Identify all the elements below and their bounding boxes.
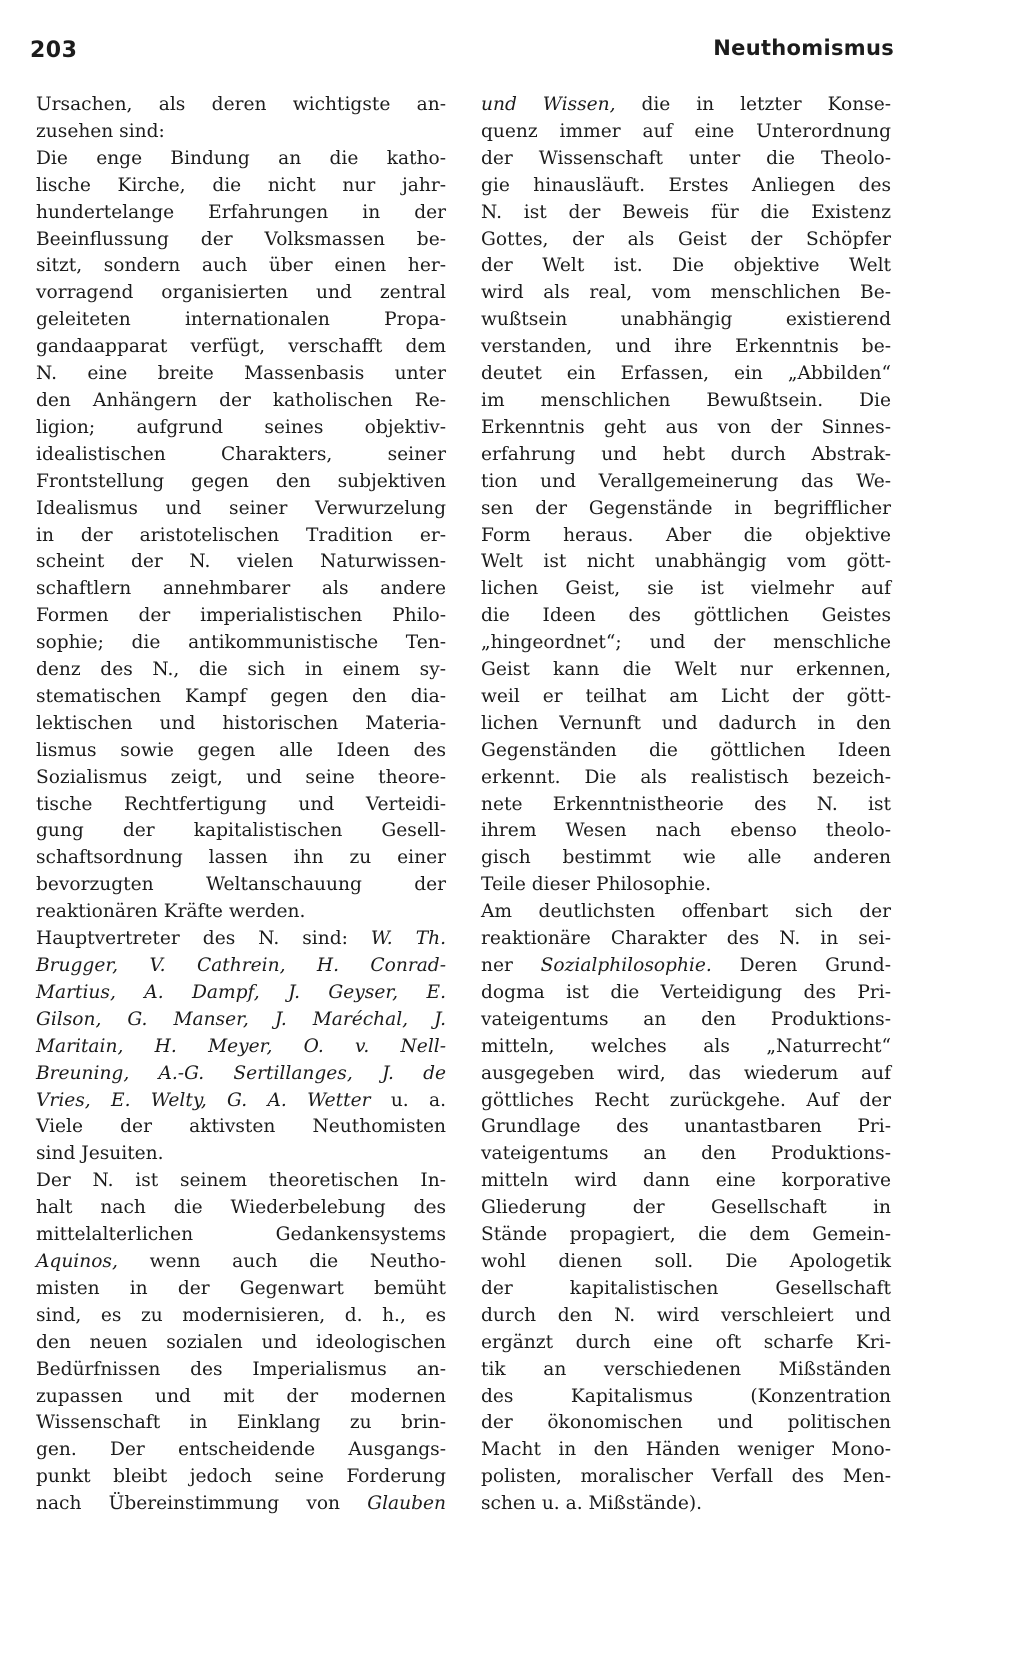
text-line: [481, 92, 891, 119]
text-line: schen u. a. Mißstände).: [481, 1493, 703, 1515]
text-line: sen der Gegenstände in begrifflicher: [481, 497, 891, 519]
text-line: ergänzt durch eine oft scharfe Kri-: [481, 1331, 891, 1353]
text-line: wohl dienen soll. Die Apologetik: [481, 1250, 891, 1272]
text-line: dogma ist die Verteidigung des Pri-: [481, 981, 891, 1003]
text-line: Gottes, der als Geist der Schöpfer: [481, 228, 891, 250]
text-line: [36, 1061, 446, 1088]
text-line: denz des N., die sich in einem sy-: [36, 659, 446, 681]
text-line: gung der kapitalistischen Gesell-: [36, 820, 446, 842]
text-line: [36, 980, 446, 1007]
text-line: lichen Vernunft und dadurch in den: [481, 712, 891, 734]
text-line: vateigentums an den Produktions-: [481, 1008, 891, 1030]
text-line: ihrem Wesen nach ebenso theolo-: [481, 820, 891, 842]
italic-name: Glauben: [367, 1493, 446, 1515]
text-line: Wissenschaft in Einklang zu brin-: [36, 1412, 446, 1434]
text-line: reaktionären Kräfte werden.: [36, 901, 306, 923]
paragraph: [36, 92, 446, 146]
text-line: der kapitalistischen Gesellschaft: [481, 1277, 891, 1299]
italic-name: Maritain, H. Meyer, O. v. Nell-: [36, 1035, 446, 1057]
text-line: des Kapitalismus (Konzentration: [481, 1385, 891, 1407]
text-line: Bedürfnissen des Imperialismus an-: [36, 1358, 446, 1380]
text-line: ligion; aufgrund seines objektiv-: [36, 416, 446, 438]
text-line: der Wissenschaft unter die Theolo-: [481, 147, 891, 169]
text-line: mitteln wird dann eine korporative: [481, 1170, 891, 1192]
text-run: nach Übereinstimmung von: [36, 1493, 368, 1515]
text-run: wenn auch die Neutho-: [117, 1250, 446, 1272]
italic-name: Sozialphilosophie.: [540, 955, 712, 976]
text-line: N. ist der Beweis für die Existenz: [481, 201, 891, 223]
text-line: Geist kann die Welt nur erkennen,: [481, 659, 891, 681]
text-line: Gegenständen die göttlichen Ideen: [481, 739, 891, 761]
text-line: reaktionäre Charakter des N. in sei-: [481, 928, 891, 950]
text-line: Gliederung der Gesellschaft in: [481, 1197, 891, 1219]
text-line: lische Kirche, die nicht nur jahr-: [36, 174, 446, 196]
text-line: mitteln, welches als „Naturrecht“: [481, 1035, 891, 1057]
text-line: Der N. ist seinem theoretischen In-: [36, 1170, 446, 1192]
italic-name: Vries, E. Welty, G. A. Wetter: [36, 1089, 371, 1111]
text-line: lismus sowie gegen alle Ideen des: [36, 739, 446, 761]
text-run: ner: [481, 955, 541, 976]
italic-name: W. Th.: [370, 928, 446, 950]
text-line: Formen der imperialistischen Philo-: [36, 605, 446, 627]
text-line: [36, 953, 446, 980]
text-line: Grundlage des unantastbaren Pri-: [481, 1116, 891, 1138]
text-line: Teile dieser Philosophie.: [481, 874, 712, 896]
paragraph: [36, 146, 446, 926]
text-line: lektischen und historischen Materia-: [36, 712, 446, 734]
text-line: [36, 926, 446, 953]
text-line: den neuen sozialen und ideologischen: [36, 1331, 446, 1353]
text-line: sind Jesuiten.: [36, 1143, 164, 1165]
text-line: der Welt ist. Die objektive Welt: [481, 255, 891, 277]
page-number: 203: [30, 38, 78, 63]
text-line: punkt bleibt jedoch seine Forderung: [36, 1466, 446, 1488]
text-line: Welt ist nicht unabhängig vom gött-: [481, 551, 891, 573]
text-line: [36, 1249, 446, 1276]
text-line: quenz immer auf eine Unterordnung: [481, 120, 891, 142]
text-line: zusehen sind:: [36, 120, 165, 142]
text-line: erkennt. Die als realistisch bezeich-: [481, 766, 891, 788]
text-line: Macht in den Händen weniger Mono-: [481, 1439, 891, 1461]
paragraph: [36, 1168, 446, 1518]
text-line: [36, 1034, 446, 1061]
text-line: Form heraus. Aber die objektive: [481, 524, 891, 546]
text-line: gen. Der entscheidende Ausgangs-: [36, 1439, 446, 1461]
text-line: sitzt, sondern auch über einen her-: [36, 255, 446, 277]
text-line: zupassen und mit der modernen: [36, 1385, 446, 1407]
text-line: wird als real, vom menschlichen Be-: [481, 282, 891, 304]
running-title: Neuthomismus: [713, 36, 894, 60]
text-line: schaftlern annehmbarer als andere: [36, 578, 446, 600]
text-line: Viele der aktivsten Neuthomisten: [36, 1116, 446, 1138]
text-line: „hingeordnet“; und der menschliche: [481, 632, 891, 654]
text-line: mittelalterlichen Gedankensystems: [36, 1224, 446, 1246]
text-line: [36, 1491, 446, 1518]
text-line: hundertelange Erfahrungen in der: [36, 201, 446, 223]
text-line: geleiteten internationalen Propa-: [36, 309, 446, 331]
text-line: sophie; die antikommunistische Ten-: [36, 632, 446, 654]
italic-name: und Wissen,: [481, 94, 616, 115]
text-line: durch den N. wird verschleiert und: [481, 1304, 891, 1326]
text-line: Stände propagiert, die dem Gemein-: [481, 1224, 891, 1246]
text-line: gandaapparat verfügt, verschafft dem: [36, 336, 446, 358]
text-line: Die enge Bindung an die katho-: [36, 147, 446, 169]
text-line: in der aristotelischen Tradition er-: [36, 524, 446, 546]
text-line: nete Erkenntnistheorie des N. ist: [481, 793, 891, 815]
text-line: [481, 953, 891, 980]
text-line: verstanden, und ihre Erkenntnis be-: [481, 336, 891, 358]
text-run: u. a.: [370, 1089, 447, 1111]
italic-name: Aquinos,: [36, 1250, 118, 1272]
text-line: wußtsein unabhängig existierend: [481, 309, 891, 331]
italic-name: Gilson, G. Manser, J. Maréchal, J.: [36, 1008, 446, 1030]
text-run: die in letzter Konse-: [615, 94, 892, 115]
paragraph: [481, 899, 891, 1518]
text-line: erfahrung und hebt durch Abstrak-: [481, 443, 891, 465]
italic-name: Breuning, A.-G. Sertillanges, J. de: [36, 1062, 446, 1084]
text-line: ausgegeben wird, das wiederum auf: [481, 1062, 891, 1084]
paragraph: [36, 926, 446, 1168]
text-line: schaftsordnung lassen ihn zu einer: [36, 847, 446, 869]
text-line: weil er teilhat am Licht der gött-: [481, 685, 891, 707]
text-line: gie hinausläuft. Erstes Anliegen des: [481, 174, 891, 196]
text-line: gisch bestimmt wie alle anderen: [481, 847, 891, 869]
right-text-column: [481, 92, 891, 1518]
text-line: deutet ein Erfassen, ein „Abbilden“: [481, 363, 891, 385]
text-line: sind, es zu modernisieren, d. h., es: [36, 1304, 446, 1326]
left-text-column: [36, 92, 446, 1518]
text-line: Ursachen, als deren wichtigste an-: [36, 94, 446, 115]
text-line: bevorzugten Weltanschauung der: [36, 874, 446, 896]
text-line: den Anhängern der katholischen Re-: [36, 389, 446, 411]
text-line: Idealismus und seiner Verwurzelung: [36, 497, 446, 519]
text-line: Erkenntnis geht aus von der Sinnes-: [481, 416, 891, 438]
text-line: Frontstellung gegen den subjektiven: [36, 470, 446, 492]
text-line: halt nach die Wiederbelebung des: [36, 1197, 446, 1219]
text-line: im menschlichen Bewußtsein. Die: [481, 389, 891, 411]
text-line: die Ideen des göttlichen Geistes: [481, 605, 891, 627]
text-line: tik an verschiedenen Mißständen: [481, 1358, 891, 1380]
text-line: N. eine breite Massenbasis unter: [36, 363, 446, 385]
text-line: tische Rechtfertigung und Verteidi-: [36, 793, 446, 815]
text-run: Hauptvertreter des N. sind:: [36, 928, 371, 950]
text-line: göttliches Recht zurückgehe. Auf der: [481, 1089, 891, 1111]
italic-name: Martius, A. Dampf, J. Geyser, E.: [36, 981, 446, 1003]
text-line: [36, 1088, 446, 1115]
paragraph: [481, 92, 891, 899]
text-run: Deren Grund-: [711, 955, 891, 976]
text-line: scheint der N. vielen Naturwissen-: [36, 551, 446, 573]
text-line: [36, 1007, 446, 1034]
text-line: stematischen Kampf gegen den dia-: [36, 685, 446, 707]
text-line: Beeinflussung der Volksmassen be-: [36, 228, 446, 250]
text-line: polisten, moralischer Verfall des Men-: [481, 1466, 891, 1488]
text-line: idealistischen Charakters, seiner: [36, 443, 446, 465]
text-line: misten in der Gegenwart bemüht: [36, 1277, 446, 1299]
text-line: vateigentums an den Produktions-: [481, 1143, 891, 1165]
text-line: vorragend organisierten und zentral: [36, 282, 446, 304]
text-line: Sozialismus zeigt, und seine theore-: [36, 766, 446, 788]
text-line: lichen Geist, sie ist vielmehr auf: [481, 578, 891, 600]
text-line: Am deutlichsten offenbart sich der: [481, 901, 891, 923]
italic-name: Brugger, V. Cathrein, H. Conrad-: [36, 955, 446, 976]
text-line: tion und Verallgemeinerung das We-: [481, 470, 891, 492]
text-line: der ökonomischen und politischen: [481, 1412, 891, 1434]
